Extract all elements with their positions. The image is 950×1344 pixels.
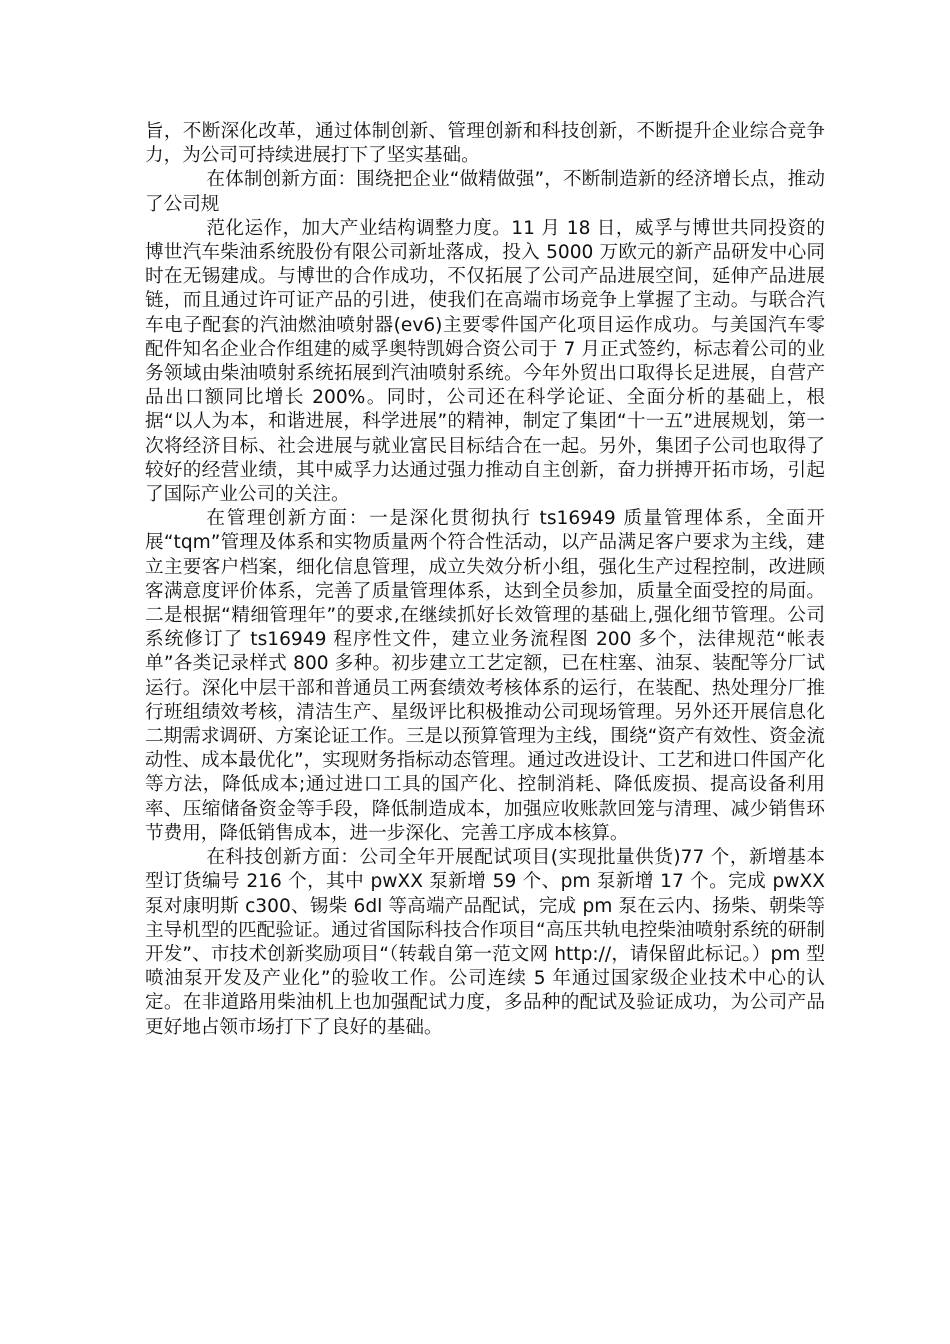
paragraph-technology-innovation: 在科技创新方面：公司全年开展配试项目(实现批量供货)77 个，新增基本型订货编号 216 个，其中 pwXX 泵新增 59 个、pm 泵新增 17 个。完成 pwXX 泵对康明斯 c300、锡柴 6dl 等高端产品配试，完成 pm 泵在云内、扬柴、朝柴等主导机型的匹配验证。通过省国际科技合作项目“高压共轨电控柴油喷射系统的研制开发”、市技术创新奖励项目“（转载自第一范文网 http://，请保留此标记。）pm 型喷油泵开发及产业化”的验收工作。公司连续 5 年通过国家级企业技术中心的认定。在非道路用柴油机上也加强配试力度，多品种的配试及验证成功，为公司产品更好地占领市场打下了良好的基础。 [145, 847, 825, 1038]
paragraph-intro-continuation: 旨，不断深化改革，通过体制创新、管理创新和科技创新，不断提升企业综合竞争力，为公司可持续进展打下了坚实基础。 [145, 121, 825, 167]
document-page [145, 120, 825, 1040]
paragraph-structural-adjustment: 范化运作，加大产业结构调整力度。11 月 18 日，威孚与博世共同投资的博世汽车柴油系统股份有限公司新址落成，投入 5000 万欧元的新产品研发中心同时在无锡建成。与博世的合作成功，不仅拓展了公司产品进展空间，延伸产品进展链，而且通过许可证产品的引进，使我们在高端市场竞争上掌握了主动。与联合汽车电子配套的汽油燃油喷射器(ev6)主要零件国产化项目运作成功。与美国汽车零配件知名企业合作组建的威孚奥特凯姆合资公司于 7 月正式签约，标志着公司的业务领域由柴油喷射系统拓展到汽油喷射系统。今年外贸出口取得长足进展，自营产品出口额同比增长 200%。同时，公司还在科学论证、全面分析的基础上，根据“以人为本，和谐进展，科学进展”的精神，制定了集团“十一五”进展规划，第一次将经济目标、社会进展与就业富民目标结合在一起。另外，集团子公司也取得了较好的经营业绩，其中威孚力达通过强力推动自主创新，奋力拼搏开拓市场，引起了国际产业公司的关注。 [145, 217, 825, 506]
paragraph-institutional-innovation: 在体制创新方面：围绕把企业“做精做强”，不断制造新的经济增长点，推动了公司规 [145, 169, 825, 215]
paragraph-management-innovation: 在管理创新方面：一是深化贯彻执行 ts16949 质量管理体系，全面开展“tqm”管理及体系和实物质量两个符合性活动，以产品满足客户要求为主线，建立主要客户档案，细化信息管理，成立失效分析小组，强化生产过程控制，改进顾客满意度评价体系，完善了质量管理体系，达到全员参加，质量全面受控的局面。二是根据“精细管理年”的要求,在继续抓好长效管理的基础上,强化细节管理。公司系统修订了 ts16949 程序性文件，建立业务流程图 200 多个，法律规范“帐表单”各类记录样式 800 多种。初步建立工艺定额，已在柱塞、油泵、装配等分厂试运行。深化中层干部和普通员工两套绩效考核体系的运行，在装配、热处理分厂推行班组绩效考核，清洁生产、星级评比积极推动公司现场管理。另外还开展信息化二期需求调研、方案论证工作。三是以预算管理为主线，围绕“资产有效性、资金流动性、成本最优化”，实现财务指标动态管理。通过改进设计、工艺和进口件国产化等方法，降低成本;通过进口工具的国产化、控制消耗、降低废损、提高设备利用率、压缩储备资金等手段，降低制造成本，加强应收账款回笼与清理、减少销售环节费用，降低销售成本，进一步深化、完善工序成本核算。 [145, 508, 825, 844]
